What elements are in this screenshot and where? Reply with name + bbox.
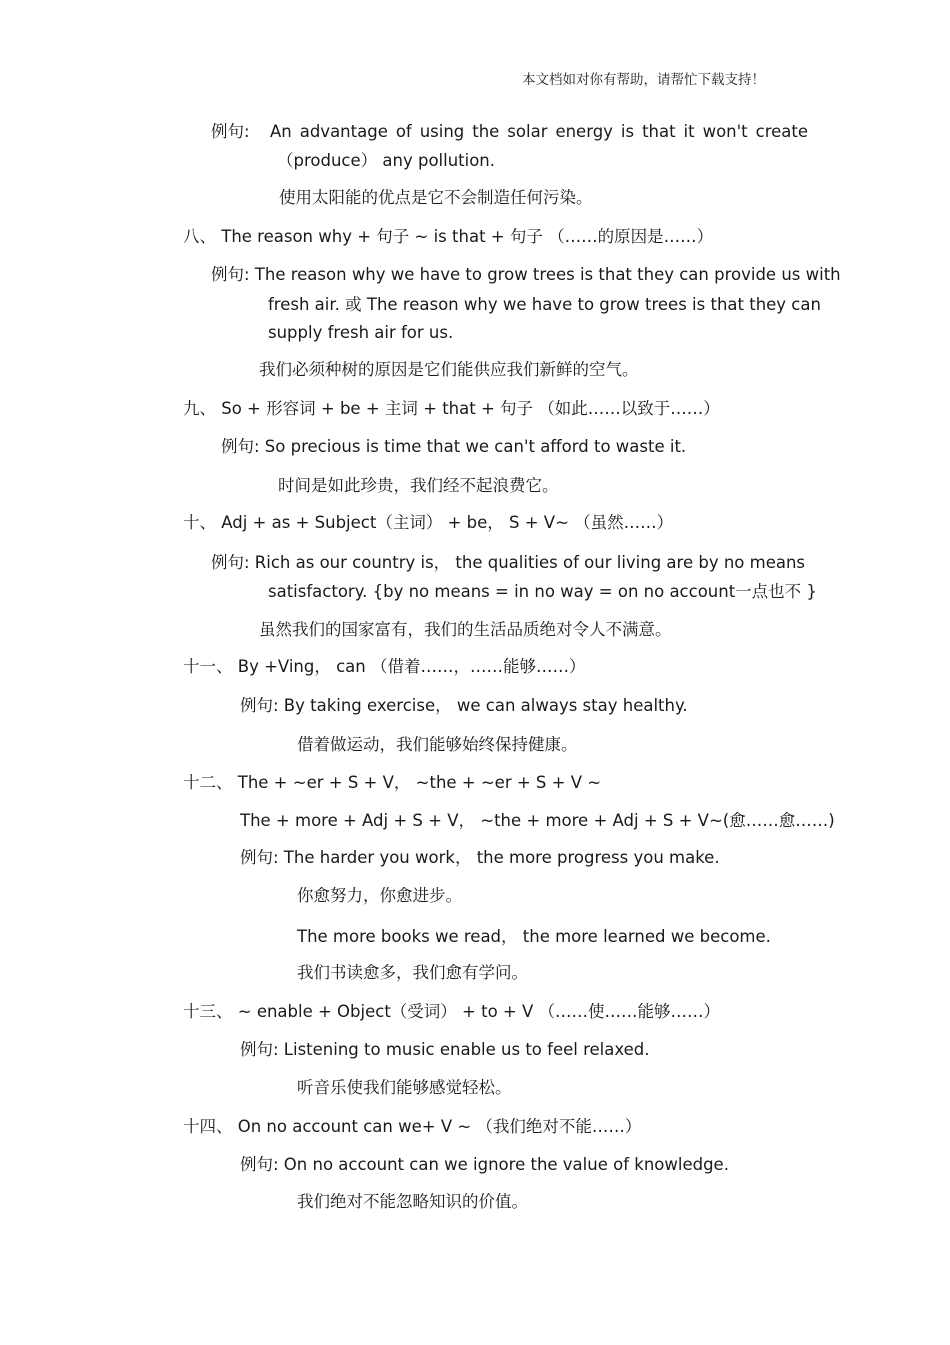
example-sentence: 例句: Listening to music enable us to feel relaxed. [240,1040,650,1059]
example-translation: 虽然我们的国家富有，我们的生活品质绝对令人不满意。 [259,620,672,639]
example-label: 例句: [211,122,250,141]
example-sentence-continued: fresh air. 或 The reason why we have to grow trees is that they can [268,295,821,314]
example-sentence: 例句: On no account can we ignore the value of knowledge. [240,1155,729,1174]
example-translation: 使用太阳能的优点是它不会制造任何污染。 [279,188,593,207]
example-translation: 时间是如此珍贵，我们经不起浪费它。 [278,476,559,495]
example-translation: 我们书读愈多，我们愈有学问。 [297,963,528,982]
example-sentence: 例句: By taking exercise， we can always stay healthy. [240,696,688,715]
example-sentence-continued: satisfactory. {by no means = in no way = on no account一点也不 } [268,582,817,601]
section-heading-10: 十、 Adj + as + Subject（主词） + be， S + V~ （虽然……） [183,513,674,532]
section-heading-9: 九、 So + 形容词 + be + 主词 + that + 句子 （如此……以致于……） [183,399,720,418]
example-translation: 我们必须种树的原因是它们能供应我们新鲜的空气。 [259,360,639,379]
example-sentence-continued: （produce） any pollution. [277,151,496,170]
example-translation: 你愈努力，你愈进步。 [297,886,462,905]
example-sentence-continued: supply fresh air for us. [268,323,454,342]
section-heading-12: 十二、 The + ~er + S + V， ~the + ~er + S + V ~ [183,773,602,792]
example-sentence: 例句: The reason why we have to grow trees is that they can provide us with [211,265,841,284]
section-heading-12-variant: The + more + Adj + S + V， ~the + more + Adj + S + V~(愈……愈……) [240,811,835,830]
section-heading-14: 十四、 On no account can we+ V ~ （我们绝对不能……） [183,1117,642,1136]
section-heading-8: 八、 The reason why + 句子 ~ is that + 句子 （……的原因是……） [183,227,714,246]
example-sentence: The more books we read， the more learned we become. [297,927,771,946]
example-translation: 借着做运动，我们能够始终保持健康。 [297,735,578,754]
section-heading-13: 十三、 ~ enable + Object（受词） + to + V （……使……能够……） [183,1002,721,1021]
example-translation: 听音乐使我们能够感觉轻松。 [297,1078,512,1097]
example-translation: 我们绝对不能忽略知识的价值。 [297,1192,528,1211]
section-heading-11: 十一、 By +Ving， can （借着……，……能够……） [183,657,586,676]
example-sentence: An advantage of using the solar energy is that it won't create [270,122,808,141]
example-sentence: 例句: So precious is time that we can't afford to waste it. [221,437,687,456]
download-support-note: 本文档如对你有帮助，请帮忙下载支持！ [522,72,765,88]
example-sentence: 例句: The harder you work， the more progress you make. [240,848,720,867]
example-sentence: 例句: Rich as our country is， the qualities of our living are by no means [211,553,806,572]
